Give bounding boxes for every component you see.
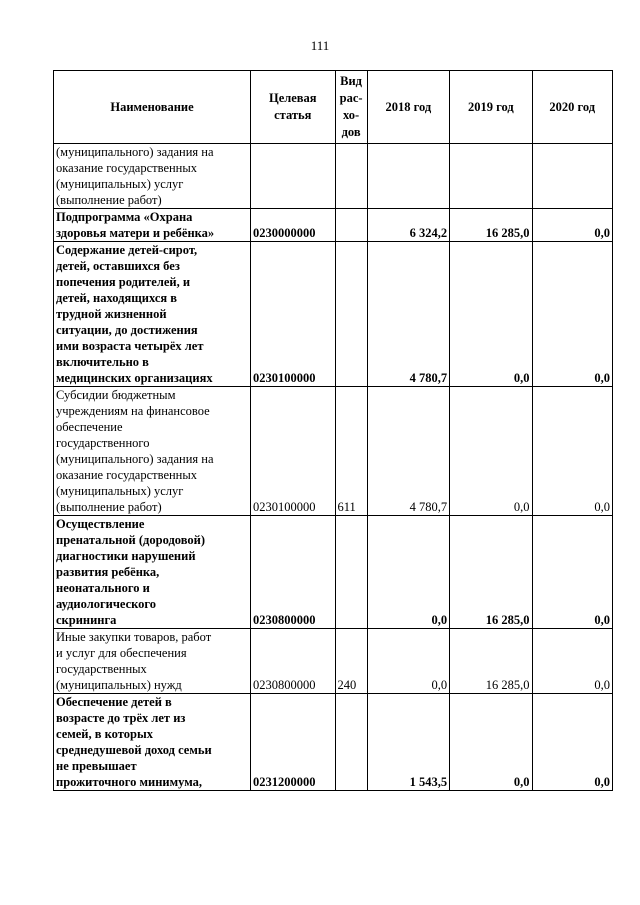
row-name [54, 629, 251, 694]
row-value-2020: 0,0 [532, 516, 612, 629]
row-value-2020 [532, 144, 612, 209]
budget-table [53, 70, 613, 791]
row-value-2020: 0,0 [532, 387, 612, 516]
row-name-line: диагностики нарушений [56, 549, 196, 563]
row-expense-type: 611 [335, 387, 367, 516]
row-name-line: детей, находящихся в [56, 291, 178, 305]
row-name-line: детей, оставшихся без [56, 259, 180, 273]
row-target-article: 0230800000 [251, 516, 335, 629]
row-value-2019: 16 285,0 [450, 209, 532, 242]
row-name-line: не превышает [56, 759, 137, 773]
row-name-line: здоровья матери и ребёнка» [56, 226, 215, 240]
row-name-line: учреждениям на финансовое [56, 404, 210, 418]
header-2019: 2019 год [450, 71, 532, 144]
row-name-line: неонатального и [56, 581, 150, 595]
row-name-line: Иные закупки товаров, работ [56, 630, 212, 644]
row-name-line: (выполнение работ) [56, 193, 162, 207]
row-target-article: 0230800000 [251, 629, 335, 694]
table-row [54, 242, 613, 387]
row-name-line: возрасте до трёх лет из [56, 711, 186, 725]
header-name: Наименование [54, 71, 251, 144]
row-name-line: оказание государственных [56, 161, 198, 175]
row-name-line: и услуг для обеспечения [56, 646, 187, 660]
row-value-2018: 4 780,7 [367, 242, 449, 387]
row-name-line: Подпрограмма «Охрана [56, 210, 193, 224]
header-2018: 2018 год [367, 71, 449, 144]
row-name-line: семей, в которых [56, 727, 153, 741]
header-expense-type-line1: Вид [340, 74, 363, 88]
row-value-2019: 0,0 [450, 387, 532, 516]
row-name-line: ими возраста четырёх лет [56, 339, 204, 353]
row-name-line: попечения родителей, и [56, 275, 191, 289]
row-expense-type [335, 209, 367, 242]
header-target-article-line1: Целевая [268, 91, 317, 105]
row-name-line: пренатальной (дородовой) [56, 533, 206, 547]
table-body [54, 144, 613, 791]
row-value-2020: 0,0 [532, 629, 612, 694]
header-expense-type-line2: рас- [339, 91, 363, 105]
row-target-article: 0230100000 [251, 242, 335, 387]
row-name [54, 387, 251, 516]
row-target-article: 0231200000 [251, 694, 335, 791]
row-name-line: (муниципального) задания на [56, 145, 214, 159]
row-name-line: государственного [56, 436, 150, 450]
row-value-2019: 16 285,0 [450, 629, 532, 694]
row-name-line: прожиточного минимума, [56, 775, 203, 789]
row-name-line: государственных [56, 662, 147, 676]
row-name-line: скрининга [56, 613, 117, 627]
table-row [54, 209, 613, 242]
row-value-2019: 16 285,0 [450, 516, 532, 629]
row-name-line: развития ребёнка, [56, 565, 160, 579]
row-expense-type: 240 [335, 629, 367, 694]
row-name [54, 516, 251, 629]
row-expense-type [335, 242, 367, 387]
header-target-article-line2: статья [274, 108, 312, 122]
row-name [54, 144, 251, 209]
row-name-line: (муниципальных) услуг [56, 484, 184, 498]
row-name-line: Осуществление [56, 517, 145, 531]
row-value-2020: 0,0 [532, 242, 612, 387]
header-row [54, 71, 613, 144]
row-target-article: 0230000000 [251, 209, 335, 242]
page-number: 111 [310, 38, 330, 53]
row-name-line: среднедушевой доход семьи [56, 743, 212, 757]
row-name-line: (муниципальных) нужд [56, 678, 182, 692]
row-name-line: (муниципального) задания на [56, 452, 214, 466]
row-target-article [251, 144, 335, 209]
row-value-2020: 0,0 [532, 209, 612, 242]
row-value-2019: 0,0 [450, 242, 532, 387]
table-row [54, 516, 613, 629]
row-expense-type [335, 144, 367, 209]
header-expense-type-line3: хо- [342, 108, 360, 122]
row-expense-type [335, 516, 367, 629]
row-name-line: медицинских организациях [56, 371, 213, 385]
header-expense-type-line4: дов [341, 125, 361, 139]
row-value-2018 [367, 144, 449, 209]
row-name-line: (выполнение работ) [56, 500, 162, 514]
row-name [54, 694, 251, 791]
table-row [54, 629, 613, 694]
header-expense-type [335, 71, 367, 144]
row-value-2018: 0,0 [367, 629, 449, 694]
row-name-line: (муниципальных) услуг [56, 177, 184, 191]
row-name [54, 242, 251, 387]
row-name-line: включительно в [56, 355, 149, 369]
row-target-article: 0230100000 [251, 387, 335, 516]
row-value-2018: 6 324,2 [367, 209, 449, 242]
row-name-line: трудной жизненной [56, 307, 167, 321]
row-name-line: оказание государственных [56, 468, 198, 482]
header-target-article [251, 71, 335, 144]
row-name-line: обеспечение [56, 420, 123, 434]
row-name-line: аудиологического [56, 597, 157, 611]
row-value-2018: 0,0 [367, 516, 449, 629]
row-name-line: Содержание детей-сирот, [56, 243, 198, 257]
row-name-line: Обеспечение детей в [56, 695, 172, 709]
row-value-2019 [450, 144, 532, 209]
header-2020: 2020 год [532, 71, 612, 144]
row-name [54, 209, 251, 242]
table-row [54, 144, 613, 209]
row-name-line: ситуации, до достижения [56, 323, 198, 337]
table-row [54, 694, 613, 791]
row-expense-type [335, 694, 367, 791]
row-name-line: Субсидии бюджетным [56, 388, 176, 402]
row-value-2019: 0,0 [450, 694, 532, 791]
row-value-2020: 0,0 [532, 694, 612, 791]
row-value-2018: 4 780,7 [367, 387, 449, 516]
row-value-2018: 1 543,5 [367, 694, 449, 791]
table-row [54, 387, 613, 516]
